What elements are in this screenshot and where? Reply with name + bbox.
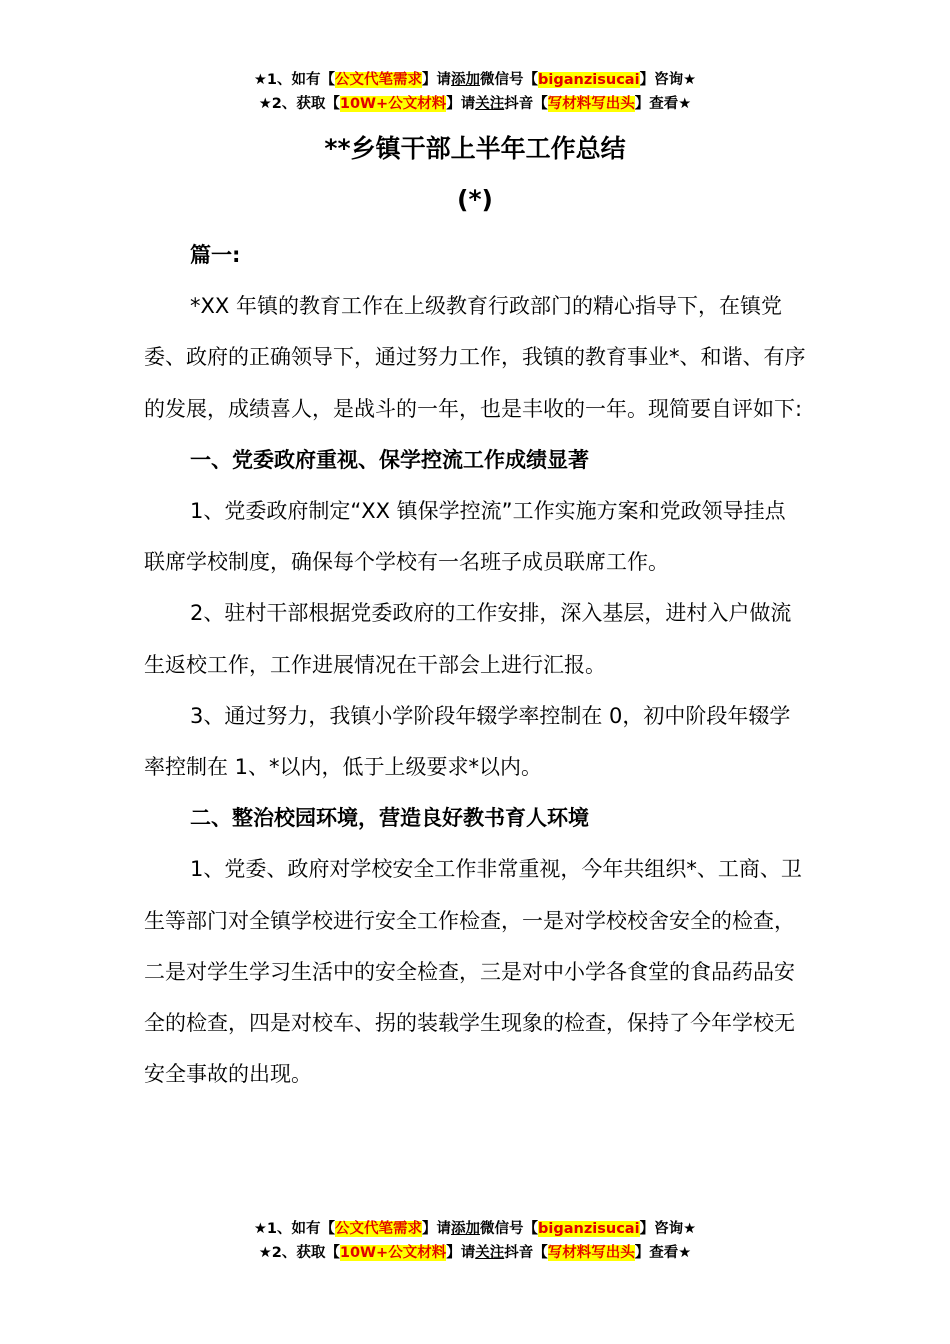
banner-line-1 [0,68,950,92]
banner-text: 】请 [422,1221,452,1237]
part-label: 篇一: [190,243,241,267]
banner-highlight: 10W+公文材料 [339,96,447,112]
document-title: **乡镇干部上半年工作总结 [324,134,626,163]
banner-text: ★1、如有【 [253,72,336,88]
banner-text: 】查看★ [634,1245,692,1261]
banner-text: ★2、获取【 [258,1245,340,1261]
banner-text: ★1、如有【 [253,1221,336,1237]
banner-text: 微信号【 [480,1221,539,1237]
banner-underlined: 关注 [475,96,505,112]
banner-text: 】请 [446,96,476,112]
top-banner [0,68,950,116]
section-1-item: 3、通过努力，我镇小学阶段年辍学率控制在 0，初中阶段年辍学率控制在 1、*以内，低于上级要求*以内。 [144,703,791,780]
section-2-item: 1、党委、政府对学校安全工作非常重视，今年共组织*、工商、卫生等部门对全镇学校进行安全工作检查，一是对学校校舍安全的检查，二是对学生学习生活中的安全检查，三是对中小学各食堂的食品药品安全的检查，四是对校车、拐的装载学生现象的检查，保持了今年学校无安全事故的出现。 [144,857,802,1087]
section-2-heading: 二、整治校园环境，营造良好教书育人环境 [190,806,589,831]
document-subtitle: (*) [457,185,493,214]
douyin-id-highlight: 写材料写出头 [547,96,635,112]
banner-text: 】查看★ [634,96,692,112]
banner-line-2 [0,92,950,116]
section-1-item: 1、党委政府制定“XX 镇保学控流”工作实施方案和党政领导挂点联席学校制度，确保每个学校有一名班子成员联席工作。 [144,499,786,575]
banner-text: 抖音【 [504,1245,548,1261]
banner-underlined: 添加 [451,1221,481,1237]
banner-text: 】咨询★ [639,1221,697,1237]
wechat-id-highlight: biganzisucai [538,72,640,88]
intro-paragraph: *XX 年镇的教育工作在上级教育行政部门的精心指导下，在镇党委、政府的正确领导下，通过努力工作，我镇的教育事业*、和谐、有序的发展，成绩喜人，是战斗的一年，也是丰收的一年。现简要自评如下: [144,294,806,421]
banner-highlight: 公文代笔需求 [335,1221,423,1237]
banner-text: ★2、获取【 [258,96,340,112]
banner-underlined: 添加 [451,72,481,88]
wechat-id-highlight: biganzisucai [538,1221,640,1237]
banner-highlight: 公文代笔需求 [335,72,423,88]
banner-text: 微信号【 [480,72,539,88]
section-1-item: 2、驻村干部根据党委政府的工作安排，深入基层，进村入户做流生返校工作，工作进展情况在干部会上进行汇报。 [144,601,792,677]
banner-underlined: 关注 [475,1245,505,1261]
banner-text: 抖音【 [504,96,548,112]
banner-highlight: 10W+公文材料 [339,1245,447,1261]
banner-text: 】请 [422,72,452,88]
bottom-banner [0,1217,950,1265]
banner-text: 】请 [446,1245,476,1261]
banner-text: 】咨询★ [639,72,697,88]
document-body [144,230,806,1100]
banner-line-1 [0,1217,950,1241]
section-1-heading: 一、党委政府重视、保学控流工作成绩显著 [190,447,589,472]
banner-line-2 [0,1241,950,1265]
douyin-id-highlight: 写材料写出头 [547,1245,635,1261]
